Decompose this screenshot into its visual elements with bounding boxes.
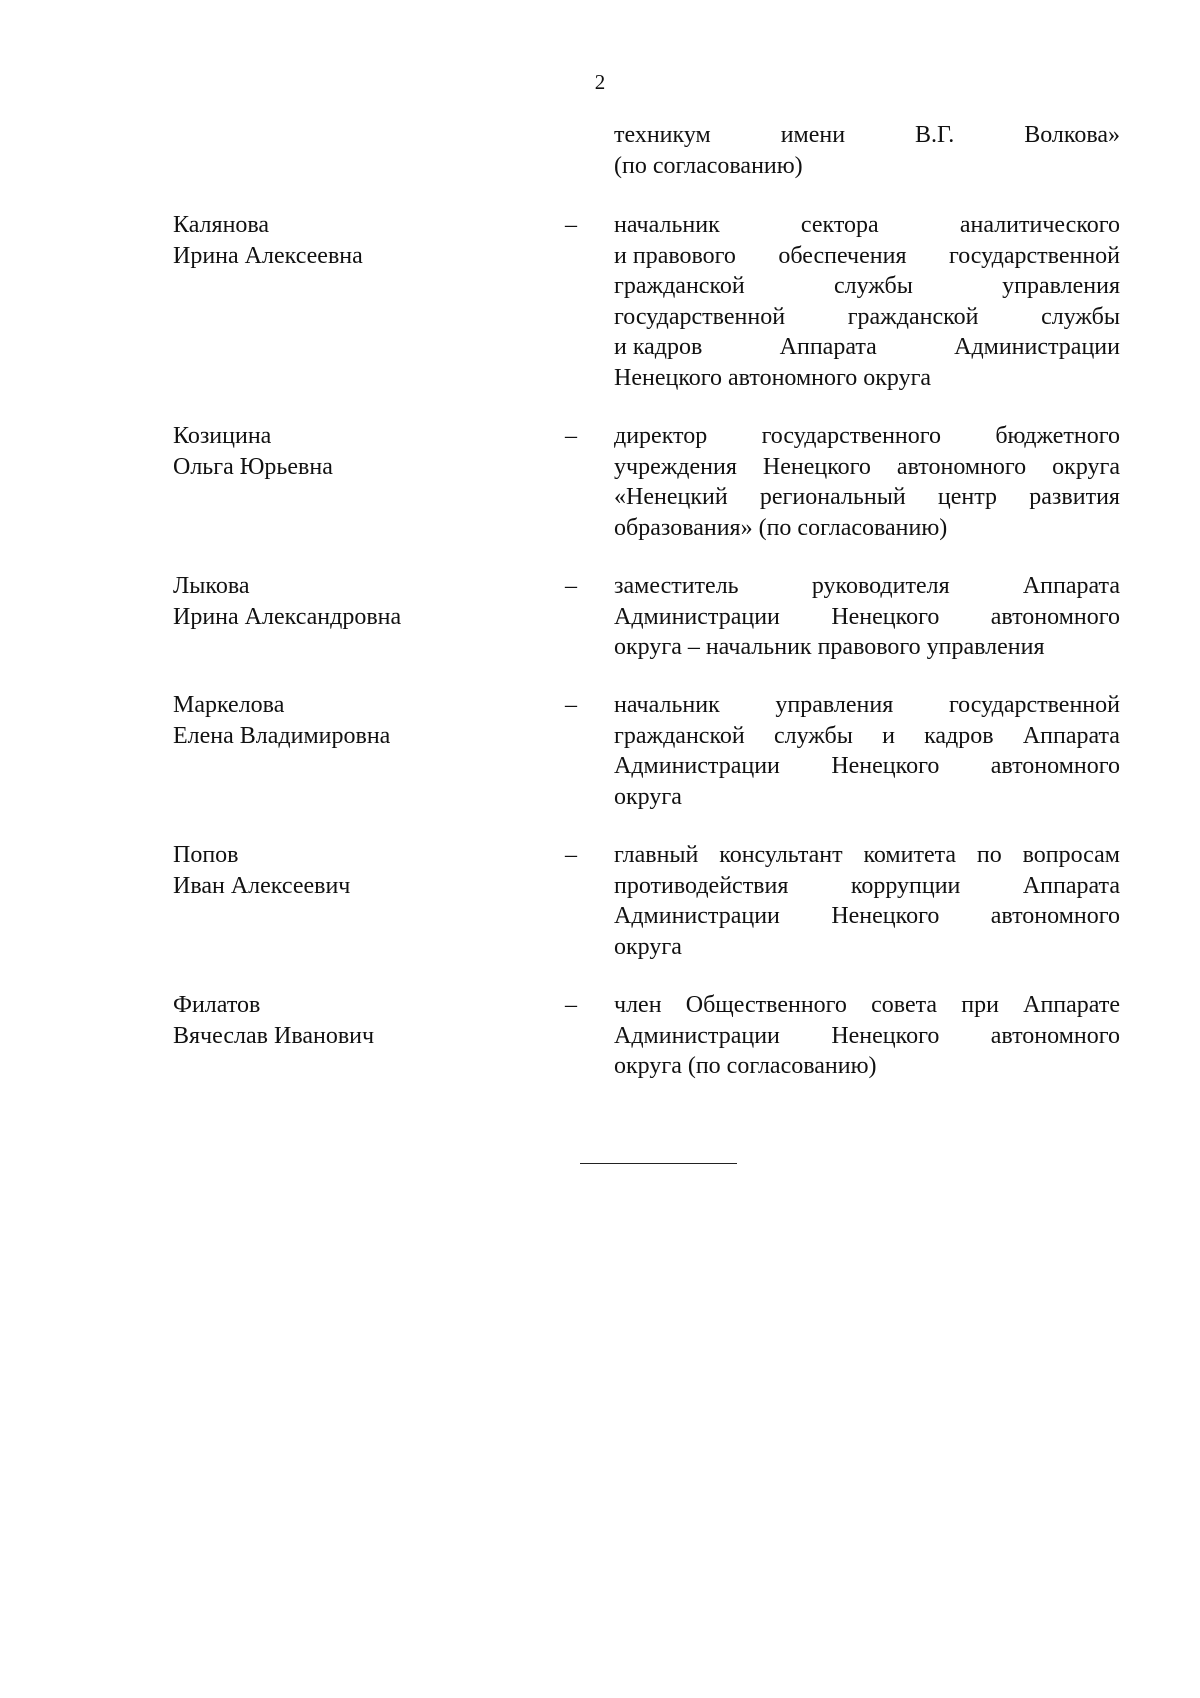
word-group: государственной (614, 303, 786, 330)
word-group: техникум (614, 122, 711, 148)
member-position (614, 421, 1120, 543)
word-group: начальник (614, 692, 720, 718)
member-surname: Калянова (173, 212, 270, 238)
word-group: службы (773, 722, 853, 749)
word-group: службы (833, 273, 913, 299)
position-line (614, 241, 1120, 272)
dash-separator: – (565, 692, 577, 718)
closing-rule (580, 1163, 737, 1164)
word-group: аналитического (959, 212, 1120, 238)
position-line (614, 513, 1120, 544)
dash-separator: – (565, 842, 577, 868)
member-position (614, 840, 1120, 962)
word-group: Администрации (614, 903, 780, 929)
word-group: службы (1041, 303, 1120, 330)
word-group: вопросам (1022, 842, 1120, 868)
member-name (173, 571, 533, 632)
word-group: региональный (759, 484, 906, 510)
word-group: и (882, 722, 895, 749)
member-surname: Попов (173, 842, 239, 868)
word-group: управления (775, 692, 894, 718)
word-group: учреждения (614, 453, 737, 480)
word-group: по (976, 842, 1002, 868)
word-group: государственной (948, 692, 1120, 718)
word-group: округа (по согласованию) (614, 1053, 877, 1079)
word-group: (по согласованию) (614, 152, 803, 179)
position-line (614, 871, 1120, 902)
position-line (614, 482, 1120, 513)
word-group: Аппарата (1022, 722, 1120, 749)
word-group: «Ненецкий (614, 484, 728, 510)
word-group: Волкова» (1024, 122, 1120, 148)
member-given-names: Вячеслав Иванович (173, 1022, 375, 1049)
dash-separator: – (565, 992, 577, 1018)
word-group: гражданской (614, 273, 745, 299)
member-name (173, 840, 533, 901)
word-group: округа (1052, 453, 1120, 480)
dash-separator: – (565, 573, 577, 599)
word-group: государственного (761, 423, 942, 449)
word-group: автономного (990, 903, 1120, 929)
word-group: Ненецкого автономного округа (614, 364, 932, 391)
word-group: совета (871, 992, 938, 1018)
position-line (614, 690, 1120, 721)
word-group: автономного (990, 603, 1120, 630)
word-group: Аппарата (1022, 872, 1120, 899)
word-group: гражданской (614, 722, 745, 749)
position-line (614, 901, 1120, 932)
member-given-names: Ольга Юрьевна (173, 453, 333, 480)
word-group: Администрации (614, 1022, 780, 1049)
position-line (614, 571, 1120, 602)
word-group: гражданской (847, 303, 979, 330)
word-group: член (614, 992, 662, 1018)
word-group: Ненецкого (831, 1022, 940, 1049)
word-group: и правового (614, 242, 736, 269)
word-group: управления (1002, 273, 1120, 299)
word-group: округа – начальник правового управления (614, 634, 1045, 660)
position-line (614, 932, 1120, 963)
member-position (614, 990, 1120, 1082)
position-line (614, 1051, 1120, 1082)
word-group: противодействия (614, 872, 789, 899)
word-group: государственной (948, 242, 1120, 269)
member-position (614, 690, 1120, 812)
position-line (614, 990, 1120, 1021)
word-group: Аппарате (1023, 992, 1120, 1018)
word-group: и кадров (614, 334, 703, 360)
member-given-names: Ирина Александровна (173, 603, 402, 630)
member-name (173, 690, 533, 751)
word-group: Администрации (954, 334, 1120, 360)
position-line (614, 271, 1120, 302)
member-name (173, 210, 533, 271)
word-group: имени (780, 122, 846, 148)
word-group: руководителя (811, 573, 950, 599)
position-line (614, 721, 1120, 752)
position-line (614, 840, 1120, 871)
member-surname: Козицина (173, 423, 272, 449)
word-group: развития (1029, 484, 1120, 510)
position-line (614, 782, 1120, 813)
position-line (614, 363, 1120, 394)
member-position (614, 571, 1120, 663)
position-line (614, 332, 1120, 363)
dash-separator: – (565, 423, 577, 449)
position-line (614, 602, 1120, 633)
member-position (614, 210, 1120, 393)
position-line (614, 452, 1120, 483)
word-group: Ненецкого (831, 753, 940, 779)
word-group: округа (614, 933, 682, 960)
carry-over-line (614, 151, 1120, 182)
word-group: Ненецкого (762, 453, 871, 480)
word-group: В.Г. (915, 122, 955, 148)
carry-over-text (614, 120, 1120, 181)
carry-over-line (614, 120, 1120, 151)
member-surname: Маркелова (173, 692, 285, 718)
member-given-names: Иван Алексеевич (173, 872, 351, 899)
word-group: директор (614, 423, 708, 449)
word-group: при (961, 992, 999, 1018)
word-group: консультант (719, 842, 843, 868)
word-group: округа (614, 783, 682, 810)
member-surname: Филатов (173, 992, 261, 1018)
word-group: главный (614, 842, 699, 868)
position-line (614, 210, 1120, 241)
word-group: Аппарата (779, 334, 877, 360)
word-group: центр (937, 484, 998, 510)
page-number: 2 (594, 70, 606, 94)
word-group: сектора (800, 212, 879, 238)
member-name (173, 421, 533, 482)
word-group: Ненецкого (831, 603, 940, 630)
word-group: комитета (863, 842, 957, 868)
word-group: Общественного (685, 992, 847, 1018)
word-group: автономного (990, 1022, 1120, 1049)
position-line (614, 421, 1120, 452)
position-line (614, 632, 1120, 663)
member-surname: Лыкова (173, 573, 250, 599)
position-line (614, 1021, 1120, 1052)
word-group: бюджетного (995, 423, 1120, 449)
word-group: Ненецкого (831, 903, 940, 929)
word-group: Администрации (614, 753, 780, 779)
word-group: автономного (990, 753, 1120, 779)
position-line (614, 302, 1120, 333)
position-line (614, 751, 1120, 782)
word-group: Аппарата (1022, 573, 1120, 599)
word-group: автономного (896, 453, 1027, 480)
word-group: образования» (по согласованию) (614, 514, 948, 541)
word-group: Администрации (614, 603, 780, 630)
word-group: обеспечения (778, 242, 907, 269)
dash-separator: – (565, 212, 577, 238)
word-group: коррупции (850, 872, 961, 899)
member-given-names: Елена Владимировна (173, 722, 391, 749)
member-given-names: Ирина Алексеевна (173, 242, 363, 269)
word-group: начальник (614, 212, 720, 238)
word-group: кадров (924, 722, 994, 749)
word-group: заместитель (614, 573, 739, 599)
member-name (173, 990, 533, 1051)
